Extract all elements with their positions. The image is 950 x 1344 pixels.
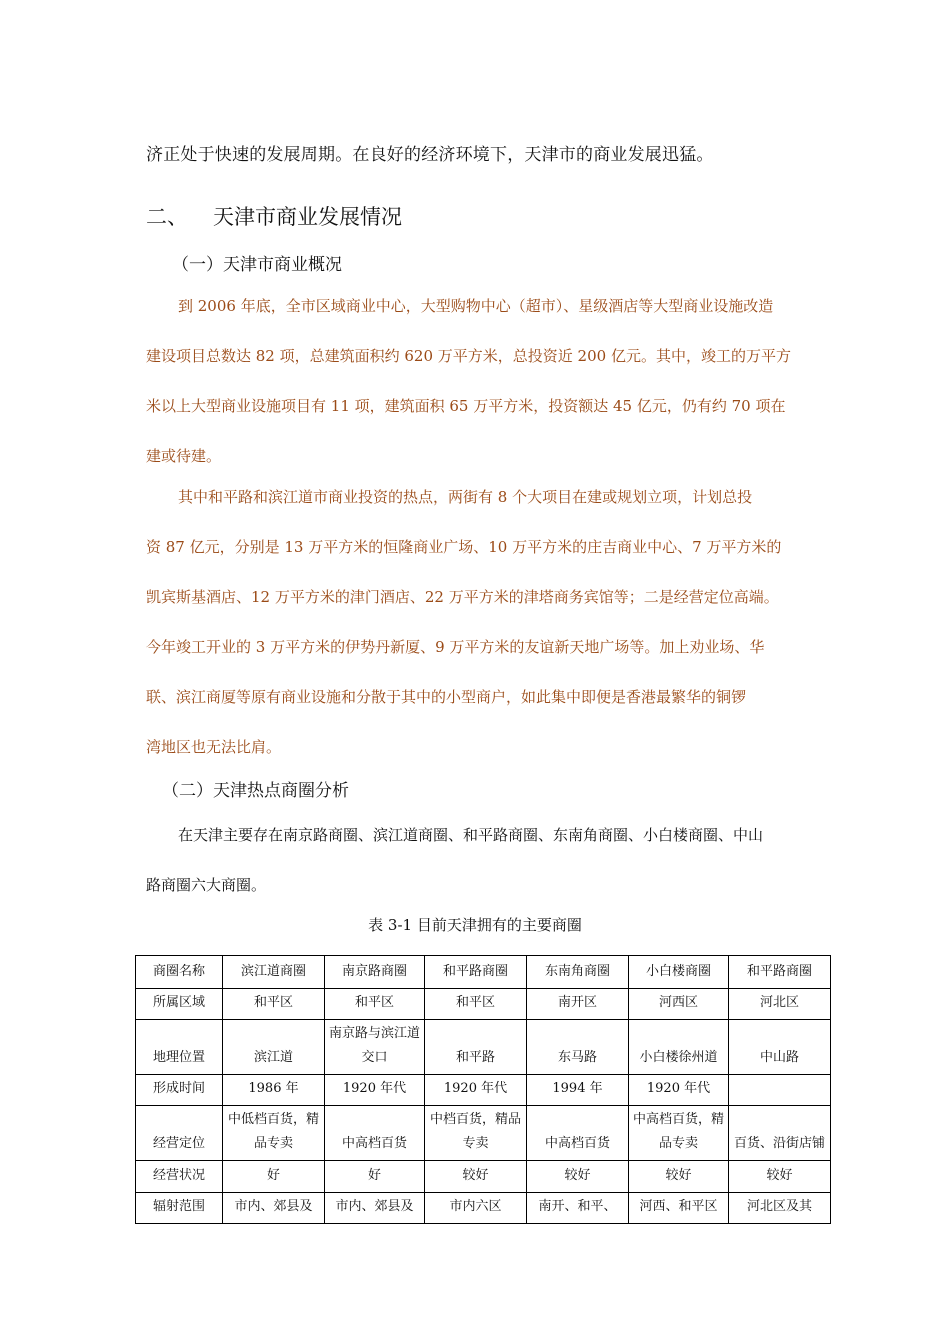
paragraph-line: 到 2006 年底，全市区域商业中心，大型购物中心（超市）、星级酒店等大型商业设施改造 bbox=[178, 297, 774, 315]
table-cell: 好 bbox=[223, 1161, 325, 1193]
table-cell: 中高档百货 bbox=[325, 1106, 425, 1161]
paragraph-line: 其中和平路和滨江道市商业投资的热点，两街有 8 个大项目在建或规划立项，计划总投 bbox=[178, 488, 753, 506]
table-cell: 经营状况 bbox=[136, 1161, 223, 1193]
table-cell: 1920 年代 bbox=[325, 1075, 425, 1106]
table-cell: 1986 年 bbox=[223, 1075, 325, 1106]
table-header-cell: 小白楼商圈 bbox=[629, 956, 729, 989]
table-header-cell: 南京路商圈 bbox=[325, 956, 425, 989]
paragraph-line: 资 87 亿元，分别是 13 万平方米的恒隆商业广场、10 万平方米的庄吉商业中心、7 万平方米的 bbox=[146, 538, 782, 556]
table-cell: 中山路 bbox=[729, 1020, 831, 1075]
table-header-cell: 滨江道商圈 bbox=[223, 956, 325, 989]
table-cell: 市内、郊县及 bbox=[223, 1193, 325, 1224]
paragraph-line: 建设项目总数达 82 项，总建筑面积约 620 万平方米，总投资近 200 亿元。其中，竣工的万平方 bbox=[146, 347, 791, 365]
table-cell: 中高档百货，精品专卖 bbox=[629, 1106, 729, 1161]
table-cell: 好 bbox=[325, 1161, 425, 1193]
paragraph-line: 联、滨江商厦等原有商业设施和分散于其中的小型商户，如此集中即便是香港最繁华的铜锣 bbox=[146, 688, 747, 706]
table-row bbox=[136, 1106, 831, 1161]
table-cell: 1920 年代 bbox=[629, 1075, 729, 1106]
table-cell: 和平区 bbox=[223, 989, 325, 1020]
table-cell bbox=[729, 1075, 831, 1106]
subsection-title-1: （一）天津市商业概况 bbox=[172, 255, 342, 275]
table-cell: 1994 年 bbox=[527, 1075, 629, 1106]
paragraph-line: 在天津主要存在南京路商圈、滨江道商圈、和平路商圈、东南角商圈、小白楼商圈、中山 bbox=[178, 826, 764, 844]
table-row bbox=[136, 1161, 831, 1193]
table-cell: 南开、和平、 bbox=[527, 1193, 629, 1224]
table-cell: 河西、和平区 bbox=[629, 1193, 729, 1224]
table-cell: 所属区域 bbox=[136, 989, 223, 1020]
table-header-cell: 商圈名称 bbox=[136, 956, 223, 989]
table-header-cell: 东南角商圈 bbox=[527, 956, 629, 989]
section-number: 二、 bbox=[146, 205, 188, 229]
table-cell: 较好 bbox=[729, 1161, 831, 1193]
table-cell: 经营定位 bbox=[136, 1106, 223, 1161]
table-cell: 形成时间 bbox=[136, 1075, 223, 1106]
table-row bbox=[136, 1193, 831, 1224]
table-cell: 百货、沿街店铺 bbox=[729, 1106, 831, 1161]
table-cell: 和平区 bbox=[325, 989, 425, 1020]
table-cell: 中高档百货 bbox=[527, 1106, 629, 1161]
subsection-title-2: （二）天津热点商圈分析 bbox=[162, 781, 349, 801]
table-cell: 南京路与滨江道交口 bbox=[325, 1020, 425, 1075]
paragraph-line: 凯宾斯基酒店、12 万平方米的津门酒店、22 万平方米的津塔商务宾馆等；二是经营定位高端。 bbox=[146, 588, 779, 606]
paragraph-line: 路商圈六大商圈。 bbox=[146, 876, 267, 894]
table-caption: 表 3-1 目前天津拥有的主要商圈 bbox=[368, 916, 582, 934]
paragraph-line: 今年竣工开业的 3 万平方米的伊势丹新厦、9 万平方米的友谊新天地广场等。加上劝业场、华 bbox=[146, 638, 765, 656]
paragraph-line: 建或待建。 bbox=[146, 447, 222, 465]
table-cell: 较好 bbox=[425, 1161, 527, 1193]
table-row bbox=[136, 989, 831, 1020]
table-cell: 河西区 bbox=[629, 989, 729, 1020]
table-header-cell: 和平路商圈 bbox=[425, 956, 527, 989]
table-cell: 市内、郊县及 bbox=[325, 1193, 425, 1224]
table-cell: 较好 bbox=[629, 1161, 729, 1193]
table-cell: 河北区及其 bbox=[729, 1193, 831, 1224]
table-cell: 河北区 bbox=[729, 989, 831, 1020]
table-cell: 辐射范围 bbox=[136, 1193, 223, 1224]
table-cell: 东马路 bbox=[527, 1020, 629, 1075]
table-cell: 和平区 bbox=[425, 989, 527, 1020]
table-cell: 中档百货，精品专卖 bbox=[425, 1106, 527, 1161]
table-cell: 市内六区 bbox=[425, 1193, 527, 1224]
table-cell: 地理位置 bbox=[136, 1020, 223, 1075]
table-cell: 南开区 bbox=[527, 989, 629, 1020]
table-cell: 中低档百货，精品专卖 bbox=[223, 1106, 325, 1161]
table-row bbox=[136, 1075, 831, 1106]
table-cell: 较好 bbox=[527, 1161, 629, 1193]
shopping-district-table bbox=[135, 955, 831, 1224]
table-cell: 和平路 bbox=[425, 1020, 527, 1075]
table-row bbox=[136, 1020, 831, 1075]
section-title: 天津市商业发展情况 bbox=[213, 205, 402, 229]
table-cell: 滨江道 bbox=[223, 1020, 325, 1075]
table-cell: 小白楼徐州道 bbox=[629, 1020, 729, 1075]
paragraph-line: 湾地区也无法比肩。 bbox=[146, 738, 282, 756]
table-header-cell: 和平路商圈 bbox=[729, 956, 831, 989]
table-header-row bbox=[136, 956, 831, 989]
intro-line: 济正处于快速的发展周期。在良好的经济环境下，天津市的商业发展迅猛。 bbox=[146, 145, 714, 165]
table-cell: 1920 年代 bbox=[425, 1075, 527, 1106]
paragraph-line: 米以上大型商业设施项目有 11 项，建筑面积 65 万平方米，投资额达 45 亿元，仍有约 70 项在 bbox=[146, 397, 786, 415]
